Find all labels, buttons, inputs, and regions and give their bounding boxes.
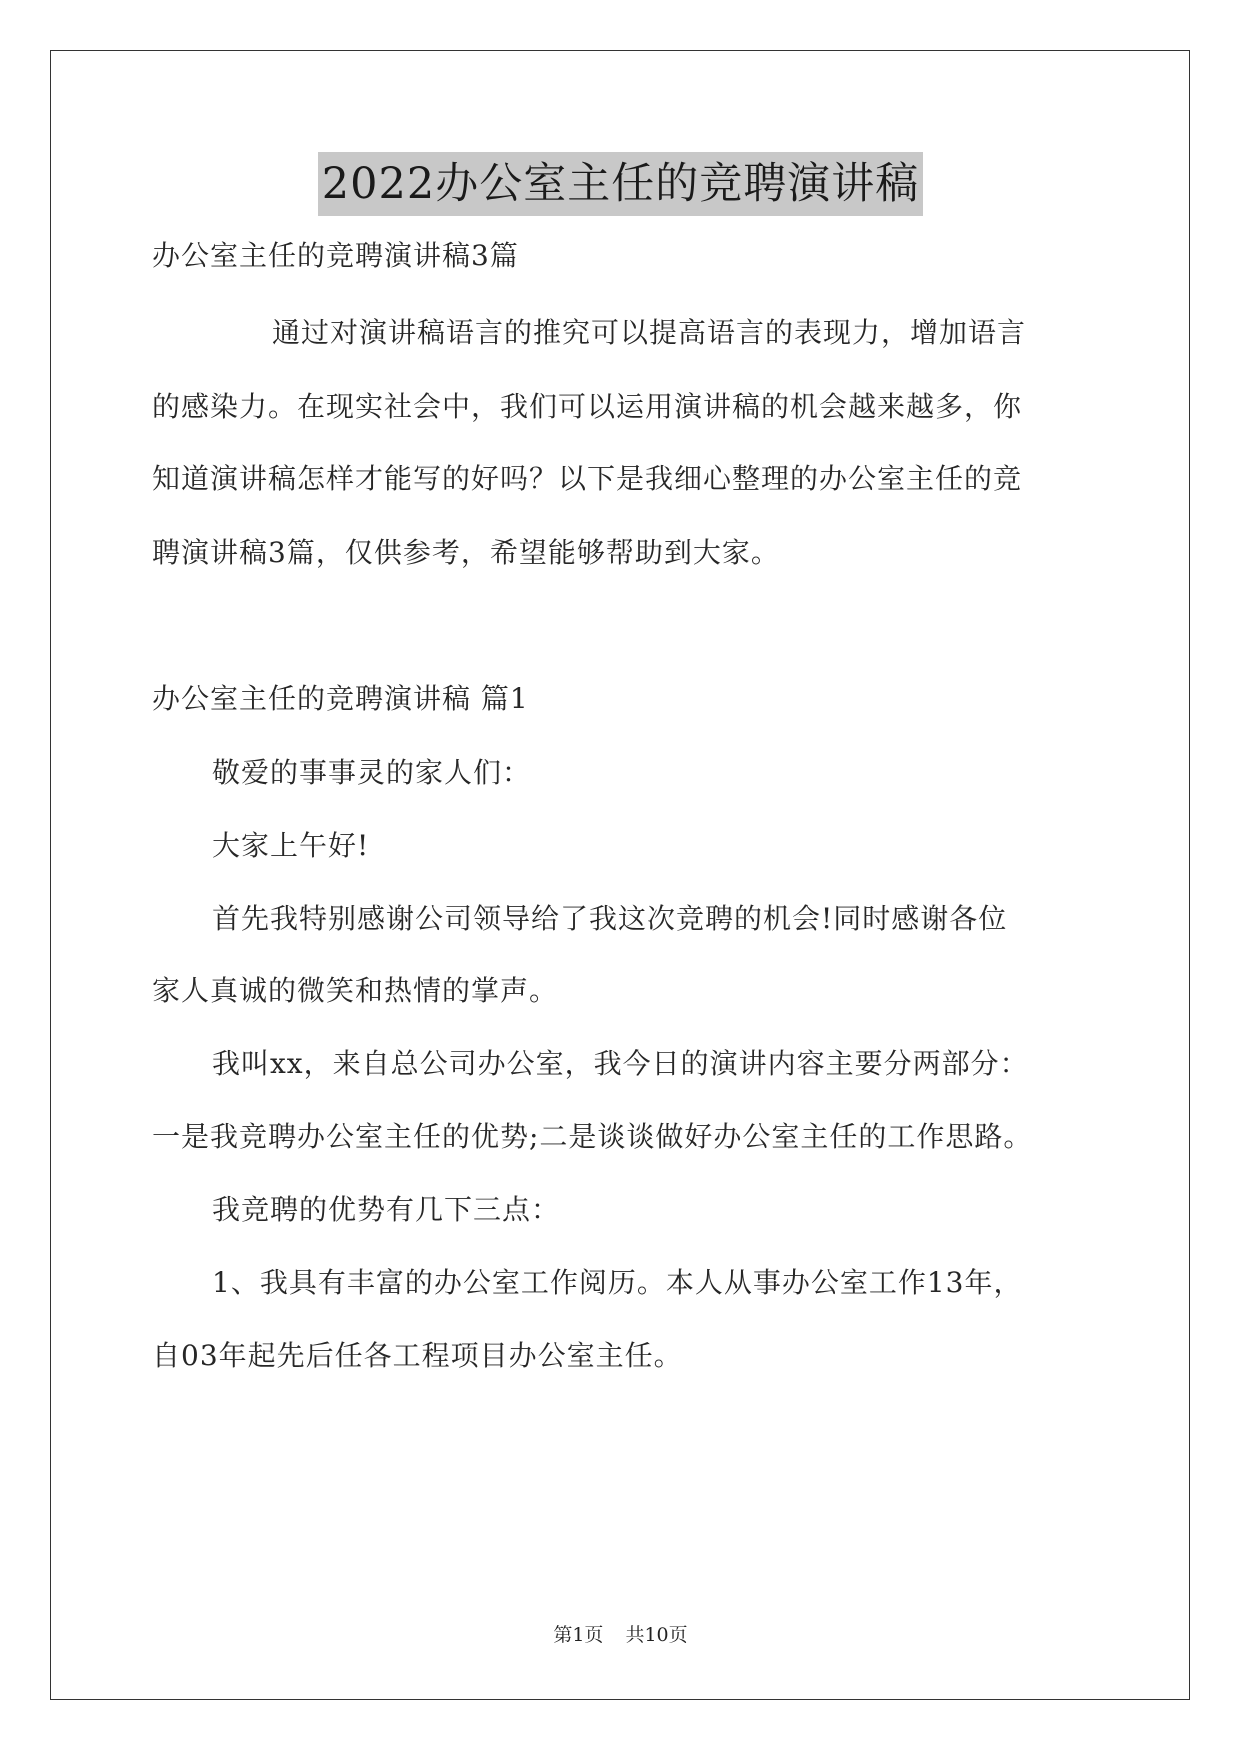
title-container	[0, 152, 1241, 216]
paragraph-line: 我竞聘的优势有几下三点：	[212, 1193, 561, 1226]
paragraph-line: 一是我竞聘办公室主任的优势;二是谈谈做好办公室主任的工作思路。	[152, 1120, 1033, 1153]
paragraph-line: 的感染力。在现实社会中，我们可以运用演讲稿的机会越来越多，你	[152, 390, 1023, 423]
paragraph-line: 自03年起先后任各工程项目办公室主任。	[152, 1339, 683, 1372]
page-number-total: 共10页	[625, 1624, 688, 1646]
paragraph-line: 大家上午好!	[212, 829, 370, 862]
page-number-current: 第1页	[553, 1624, 604, 1646]
paragraph-line: 1、我具有丰富的办公室工作阅历。本人从事办公室工作13年，	[212, 1266, 1023, 1299]
document-title: 2022办公室主任的竞聘演讲稿	[318, 152, 923, 216]
page-border	[50, 50, 1190, 1700]
paragraph-line: 我叫xx，来自总公司办公室，我今日的演讲内容主要分两部分：	[212, 1047, 1029, 1080]
paragraph-line: 通过对演讲稿语言的推究可以提高语言的表现力，增加语言	[272, 316, 1027, 349]
paragraph-line: 敬爱的事事灵的家人们：	[212, 756, 532, 789]
paragraph-line: 家人真诚的微笑和热情的掌声。	[152, 974, 559, 1007]
paragraph-line: 知道演讲稿怎样才能写的好吗？以下是我细心整理的办公室主任的竞	[152, 462, 1023, 495]
paragraph-line: 聘演讲稿3篇，仅供参考，希望能够帮助到大家。	[152, 536, 780, 569]
page-footer	[0, 1620, 1241, 1647]
section-heading: 办公室主任的竞聘演讲稿 篇1	[152, 682, 529, 715]
paragraph-line: 首先我特别感谢公司领导给了我这次竞聘的机会!同时感谢各位	[212, 902, 1008, 935]
subtitle-line: 办公室主任的竞聘演讲稿3篇	[152, 239, 519, 272]
